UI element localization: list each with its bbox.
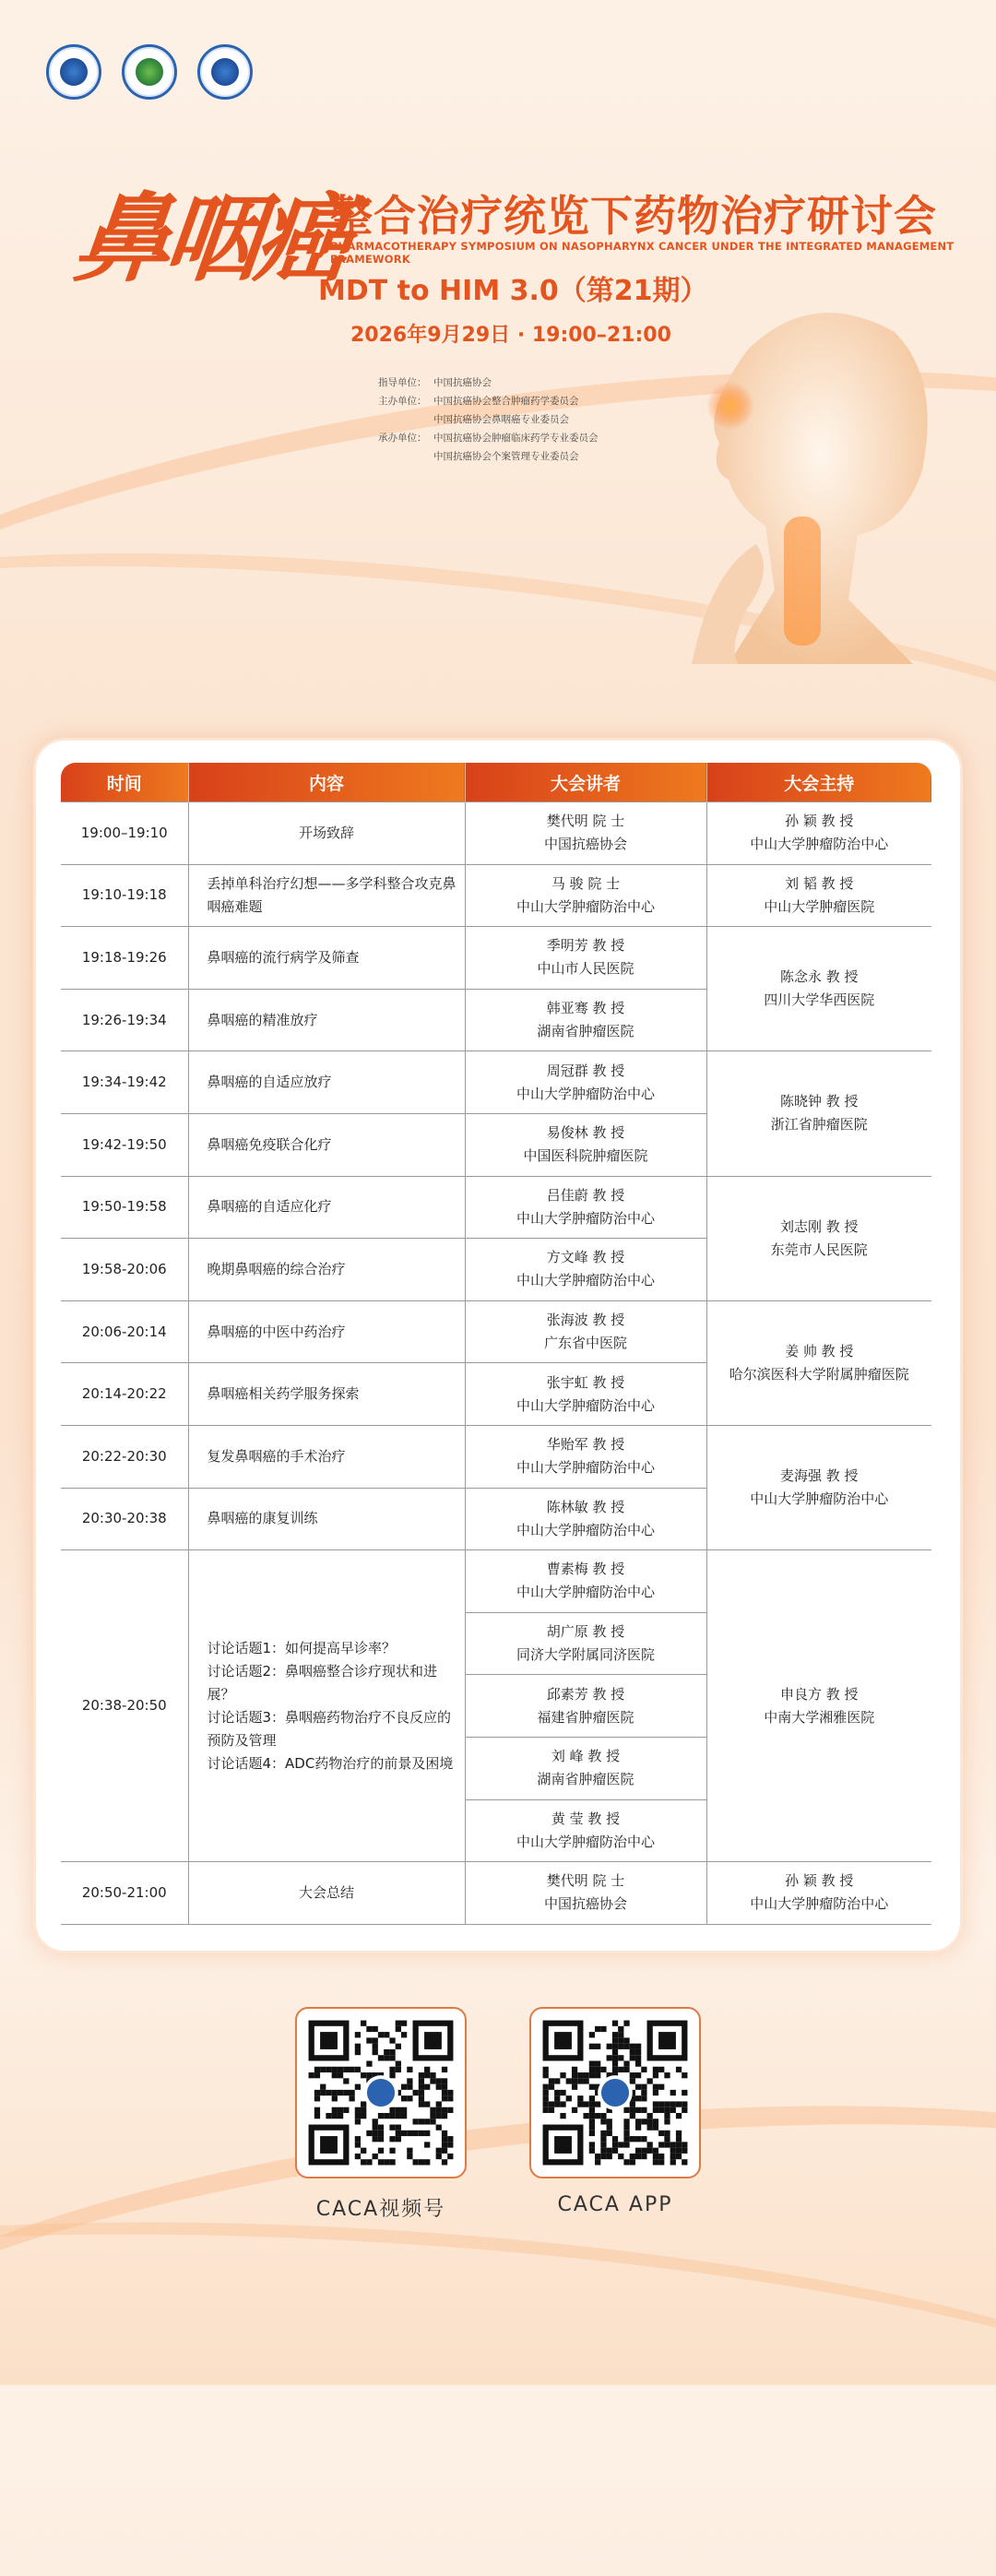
background-swirl (0, 2045, 996, 2549)
qr-label-video: CACA视频号 (315, 2198, 446, 2221)
speaker-cell: 张海波 教 授 广东省中医院 (465, 1300, 706, 1363)
organizer-row: 中国抗癌协会鼻咽癌专业委员会 (433, 414, 569, 425)
topic-cell: 鼻咽癌的自适应化疗 (188, 1176, 465, 1239)
host-cell: 孙 颖 教 授 中山大学肿瘤防治中心 (706, 802, 931, 865)
qr-label-app: CACA APP (557, 2193, 673, 2216)
speaker-cell: 韩亚骞 教 授 湖南省肿瘤医院 (465, 989, 706, 1051)
time-cell: 19:42-19:50 (61, 1113, 188, 1176)
host-cell: 陈晓钟 教 授 浙江省肿瘤医院 (706, 1051, 931, 1176)
time-cell: 19:58-20:06 (61, 1239, 188, 1301)
schedule-table (61, 763, 931, 1925)
time-cell: 20:30-20:38 (61, 1488, 188, 1550)
qr-code-video[interactable] (295, 2007, 467, 2178)
host-cell: 刘 韬 教 授 中山大学肿瘤医院 (706, 864, 931, 927)
speaker-cell: 邱素芳 教 授 福建省肿瘤医院 (465, 1675, 706, 1738)
association-logo (197, 44, 253, 100)
logo-group (46, 44, 253, 100)
qr-code-icon (297, 2009, 465, 2177)
table-row (61, 1862, 931, 1925)
column-header-time: 时间 (61, 763, 188, 802)
table-row (61, 864, 931, 927)
speaker-cell: 曹素梅 教 授 中山大学肿瘤防治中心 (465, 1550, 706, 1613)
anatomy-head-illustration (673, 295, 950, 664)
organizer-list (378, 374, 599, 466)
speaker-cell: 黄 莹 教 授 中山大学肿瘤防治中心 (465, 1799, 706, 1862)
speaker-cell: 陈林敏 教 授 中山大学肿瘤防治中心 (465, 1488, 706, 1550)
topic-cell: 开场致辞 (188, 802, 465, 865)
event-subtitle: MDT to HIM 3.0（第21期） (318, 275, 708, 307)
time-cell: 20:06-20:14 (61, 1300, 188, 1363)
speaker-cell: 张宇虹 教 授 中山大学肿瘤防治中心 (465, 1363, 706, 1426)
qr-code-icon (531, 2009, 699, 2177)
topic-cell: 鼻咽癌的中医中药治疗 (188, 1300, 465, 1363)
table-row (61, 1550, 931, 1613)
organizer-row: 中国抗癌协会个案管理专业委员会 (433, 451, 579, 462)
caca-logo (46, 44, 101, 100)
host-cell: 姜 帅 教 授 哈尔滨医科大学附属肿瘤医院 (706, 1300, 931, 1425)
speaker-cell: 季明芳 教 授 中山市人民医院 (465, 927, 706, 990)
topic-cell: 鼻咽癌的自适应放疗 (188, 1051, 465, 1114)
time-cell: 20:22-20:30 (61, 1425, 188, 1488)
time-cell: 20:50-21:00 (61, 1862, 188, 1925)
organizer-row: 指导单位： 中国抗癌协会 (378, 377, 492, 388)
topic-cell: 鼻咽癌的精准放疗 (188, 989, 465, 1051)
speaker-cell: 胡广原 教 授 同济大学附属同济医院 (465, 1612, 706, 1675)
qr-code-app[interactable] (529, 2007, 701, 2178)
background-swirl (0, 2178, 996, 2576)
speaker-cell: 方文峰 教 授 中山大学肿瘤防治中心 (465, 1239, 706, 1301)
speaker-cell: 吕佳蔚 教 授 中山大学肿瘤防治中心 (465, 1176, 706, 1239)
time-cell: 19:50-19:58 (61, 1176, 188, 1239)
host-cell: 麦海强 教 授 中山大学肿瘤防治中心 (706, 1425, 931, 1549)
table-row (61, 802, 931, 865)
committee-logo (122, 44, 177, 100)
time-cell: 20:14-20:22 (61, 1363, 188, 1426)
speaker-cell: 华贻军 教 授 中山大学肿瘤防治中心 (465, 1425, 706, 1488)
topic-cell: 鼻咽癌免疫联合化疗 (188, 1113, 465, 1176)
table-row (61, 1051, 931, 1114)
host-cell: 陈念永 教 授 四川大学华西医院 (706, 927, 931, 1051)
topic-cell: 晚期鼻咽癌的综合治疗 (188, 1239, 465, 1301)
column-header-content: 内容 (188, 763, 465, 802)
topic-cell: 丢掉单科治疗幻想——多学科整合攻克鼻咽癌难题 (188, 864, 465, 927)
time-cell: 19:34-19:42 (61, 1051, 188, 1114)
table-header-row (61, 763, 931, 802)
topic-cell: 复发鼻咽癌的手术治疗 (188, 1425, 465, 1488)
time-cell: 19:26-19:34 (61, 989, 188, 1051)
topic-cell: 鼻咽癌的康复训练 (188, 1488, 465, 1550)
column-header-speaker: 大会讲者 (465, 763, 706, 802)
speaker-cell: 樊代明 院 士 中国抗癌协会 (465, 1862, 706, 1925)
event-date: 2026年9月29日 · 19:00–21:00 (350, 324, 671, 347)
topic-cell: 大会总结 (188, 1862, 465, 1925)
host-cell: 孙 颖 教 授 中山大学肿瘤防治中心 (706, 1862, 931, 1925)
host-cell: 刘志刚 教 授 东莞市人民医院 (706, 1176, 931, 1300)
discussion-topics-cell: 讨论话题1：如何提高早诊率？ 讨论话题2：鼻咽癌整合诊疗现状和进展？ 讨论话题3：鼻咽癌药物治疗不良反应的预防及管理 讨论话题4：ADC药物治疗的前景及困境 (188, 1550, 465, 1862)
organizer-row: 承办单位： 中国抗癌协会肿瘤临床药学专业委员会 (378, 433, 599, 444)
time-cell: 19:18-19:26 (61, 927, 188, 990)
topic-cell: 鼻咽癌的流行病学及筛查 (188, 927, 465, 990)
host-cell: 申良方 教 授 中南大学湘雅医院 (706, 1550, 931, 1862)
table-row (61, 1300, 931, 1363)
time-cell: 19:00–19:10 (61, 802, 188, 865)
speaker-cell: 周冠群 教 授 中山大学肿瘤防治中心 (465, 1051, 706, 1114)
table-row (61, 1176, 931, 1239)
page-title: 整合治疗统览下药物治疗研讨会 (330, 191, 937, 241)
calligraphy-title: 鼻咽癌 (68, 182, 352, 295)
time-cell: 19:10-19:18 (61, 864, 188, 927)
table-row (61, 1425, 931, 1488)
speaker-cell: 樊代明 院 士 中国抗癌协会 (465, 802, 706, 865)
time-cell: 20:38-20:50 (61, 1550, 188, 1862)
speaker-cell: 刘 峰 教 授 湖南省肿瘤医院 (465, 1737, 706, 1799)
table-row (61, 927, 931, 990)
speaker-cell: 易俊林 教 授 中国医科院肿瘤医院 (465, 1113, 706, 1176)
organizer-row: 主办单位： 中国抗癌协会整合肿瘤药学委员会 (378, 396, 579, 407)
column-header-host: 大会主持 (706, 763, 931, 802)
speaker-cell: 马 骏 院 士 中山大学肿瘤防治中心 (465, 864, 706, 927)
english-title: PHARMACOTHERAPY SYMPOSIUM ON NASOPHARYNX CANCER UNDER THE INTEGRATED MANAGEMENT FRAMEWORK (330, 240, 954, 266)
topic-cell: 鼻咽癌相关药学服务探索 (188, 1363, 465, 1426)
